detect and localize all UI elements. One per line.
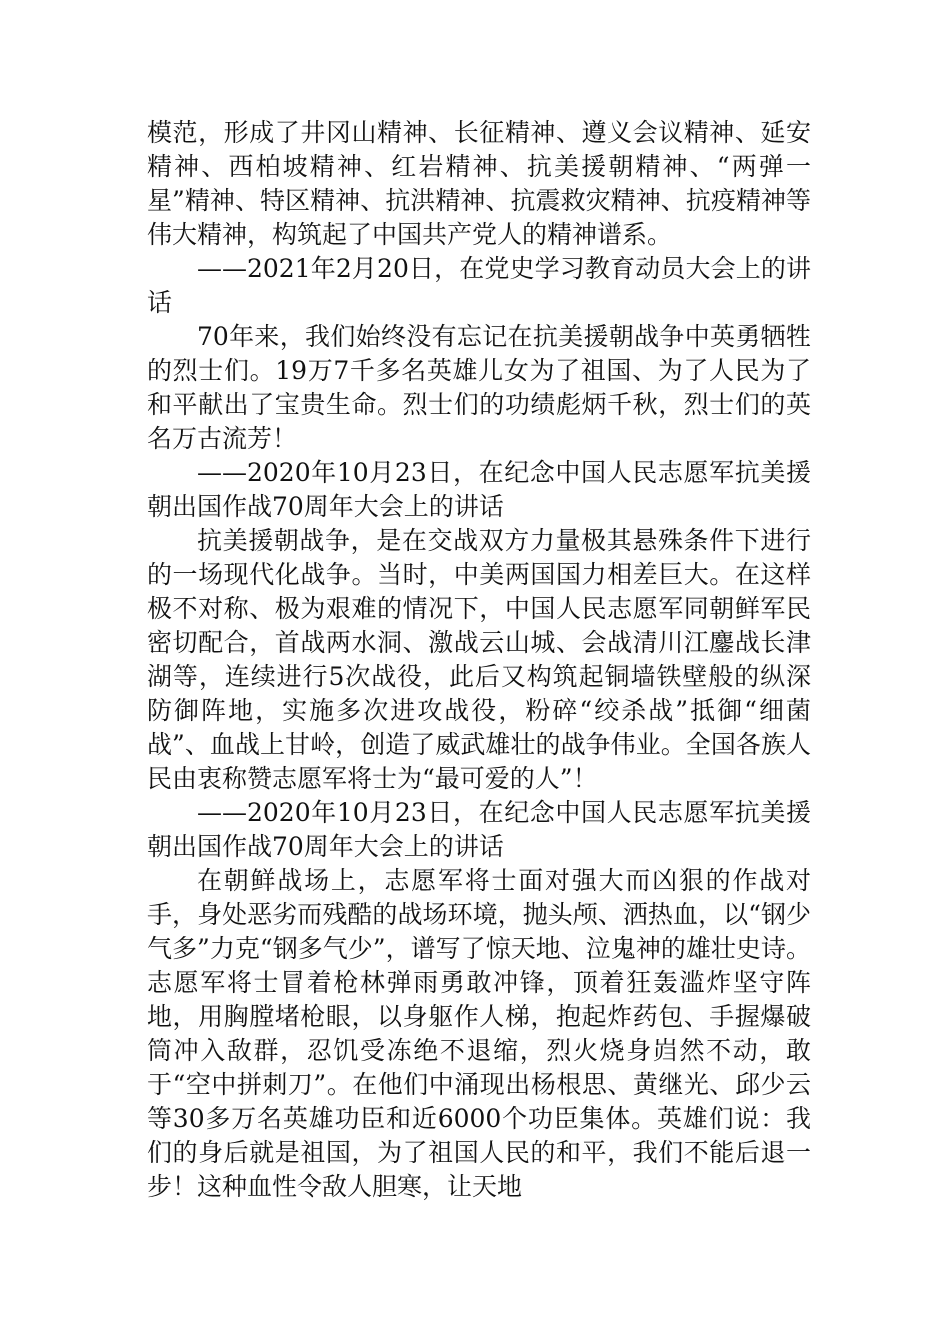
body-paragraph: 在朝鲜战场上，志愿军将士面对强大而凶狠的作战对手，身处恶劣而残酷的战场环境，抛头颅、洒热血，以“钢少气多”力克“钢多气少”，谱写了惊天地、泣鬼神的雄壮史诗。志愿军将士冒着枪林弹雨勇敢冲锋，顶着狂轰滥炸坚守阵地，用胸膛堵枪眼，以身躯作人梯，抱起炸药包、手握爆破筒冲入敌群，忍饥受冻绝不退缩，烈火烧身岿然不动，敢于“空中拼刺刀”。在他们中涌现出杨根思、黄继光、邱少云等30多万名英雄功臣和近6000个功臣集体。英雄们说：我们的身后就是祖国，为了祖国人民的和平，我们不能后退一步！这种血性令敌人胆寒，让天地 — [147, 866, 811, 1201]
document-body — [147, 116, 811, 1204]
body-paragraph: 模范，形成了井冈山精神、长征精神、遵义会议精神、延安精神、西柏坡精神、红岩精神、抗美援朝精神、“两弹一星”精神、特区精神、抗洪精神、抗震救灾精神、抗疫精神等伟大精神，构筑起了中国共产党人的精神谱系。 — [147, 118, 811, 249]
citation-line: ——2021年2月20日，在党史学习教育动员大会上的讲话 — [147, 254, 811, 317]
citation-line: ——2020年10月23日，在纪念中国人民志愿军抗美援朝出国作战70周年大会上的讲话 — [147, 798, 811, 861]
citation-line: ——2020年10月23日，在纪念中国人民志愿军抗美援朝出国作战70周年大会上的讲话 — [147, 458, 811, 521]
body-paragraph: 70年来，我们始终没有忘记在抗美援朝战争中英勇牺牲的烈士们。19万7千多名英雄儿女为了祖国、为了人民为了和平献出了宝贵生命。烈士们的功绩彪炳千秋，烈士们的英名万古流芳！ — [147, 322, 811, 453]
body-paragraph: 抗美援朝战争，是在交战双方力量极其悬殊条件下进行的一场现代化战争。当时，中美两国国力相差巨大。在这样极不对称、极为艰难的情况下，中国人民志愿军同朝鲜军民密切配合，首战两水洞、激战云山城、会战清川江鏖战长津湖等，连续进行5次战役，此后又构筑起铜墙铁壁般的纵深防御阵地，实施多次进攻战役，粉碎“绞杀战”抵御“细菌战”、血战上甘岭，创造了威武雄壮的战争伟业。全国各族人民由衷称赞志愿军将士为“最可爱的人”！ — [147, 526, 811, 793]
